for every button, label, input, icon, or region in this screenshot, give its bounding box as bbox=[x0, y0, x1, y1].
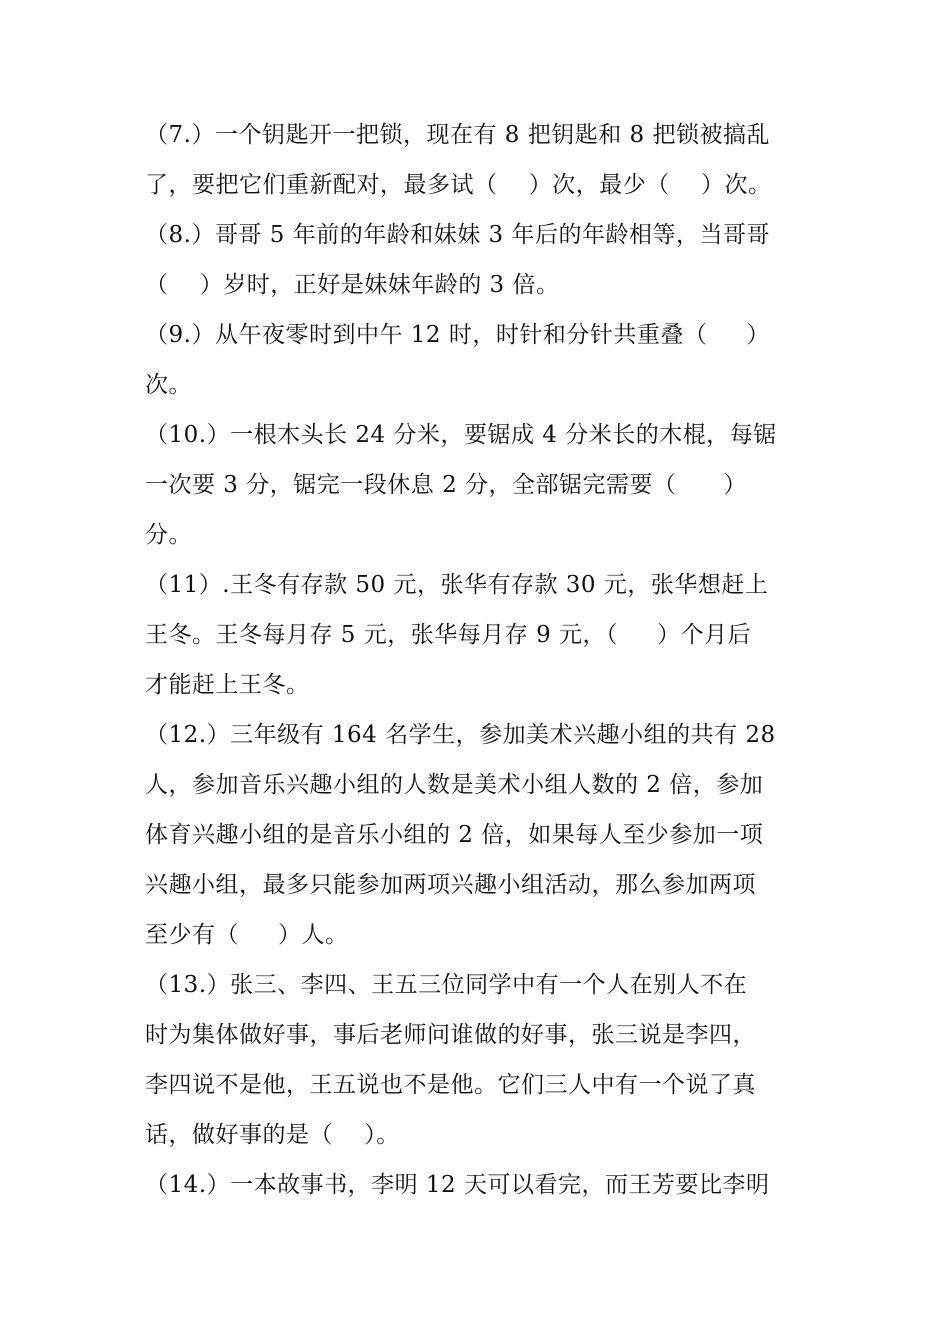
question-text-block bbox=[145, 110, 815, 1210]
text-line: （ ）岁时，正好是妹妹年龄的 3 倍。 bbox=[145, 272, 560, 298]
text-line: 体育兴趣小组的是音乐小组的 2 倍，如果每人至少参加一项 bbox=[145, 822, 764, 848]
text-line: 王冬。王冬每月存 5 元，张华每月存 9 元，（ ）个月后 bbox=[145, 622, 752, 648]
text-line: （7.）一个钥匙开一把锁，现在有 8 把钥匙和 8 把锁被搞乱 bbox=[145, 122, 770, 148]
text-line: 时为集体做好事，事后老师问谁做的好事，张三说是李四， bbox=[145, 1022, 756, 1048]
text-line: （10.）一根木头长 24 分米，要锯成 4 分米长的木棍，每锯 bbox=[145, 422, 777, 448]
text-line: （14.）一本故事书，李明 12 天可以看完，而王芳要比李明 bbox=[145, 1172, 770, 1198]
text-line: 次。 bbox=[145, 372, 192, 398]
text-line: （11）.王冬有存款 50 元，张华有存款 30 元，张华想赶上 bbox=[145, 572, 769, 598]
text-line: 李四说不是他，王五说也不是他。它们三人中有一个说了真 bbox=[145, 1072, 756, 1098]
text-line: （9.）从午夜零时到中午 12 时，时针和分针共重叠（ ） bbox=[145, 322, 770, 348]
text-line: （13.）张三、李四、王五三位同学中有一个人在别人不在 bbox=[145, 972, 748, 998]
text-line: 人，参加音乐兴趣小组的人数是美术小组人数的 2 倍，参加 bbox=[145, 772, 764, 798]
text-line: 至少有（ ）人。 bbox=[145, 922, 349, 948]
text-line: 才能赶上王冬。 bbox=[145, 672, 310, 698]
text-line: （12.）三年级有 164 名学生，参加美术兴趣小组的共有 28 bbox=[145, 722, 776, 748]
text-line: 分。 bbox=[145, 522, 192, 548]
text-line: 了，要把它们重新配对，最多试（ ）次，最少（ ）次。 bbox=[145, 172, 772, 198]
text-line: 话，做好事的是（ ）。 bbox=[145, 1122, 400, 1148]
text-line: 一次要 3 分，锯完一段休息 2 分，全部锯完需要（ ） bbox=[145, 472, 747, 498]
text-line: 兴趣小组，最多只能参加两项兴趣小组活动，那么参加两项 bbox=[145, 872, 756, 898]
text-line: （8.）哥哥 5 年前的年龄和妹妹 3 年后的年龄相等，当哥哥 bbox=[145, 222, 770, 248]
